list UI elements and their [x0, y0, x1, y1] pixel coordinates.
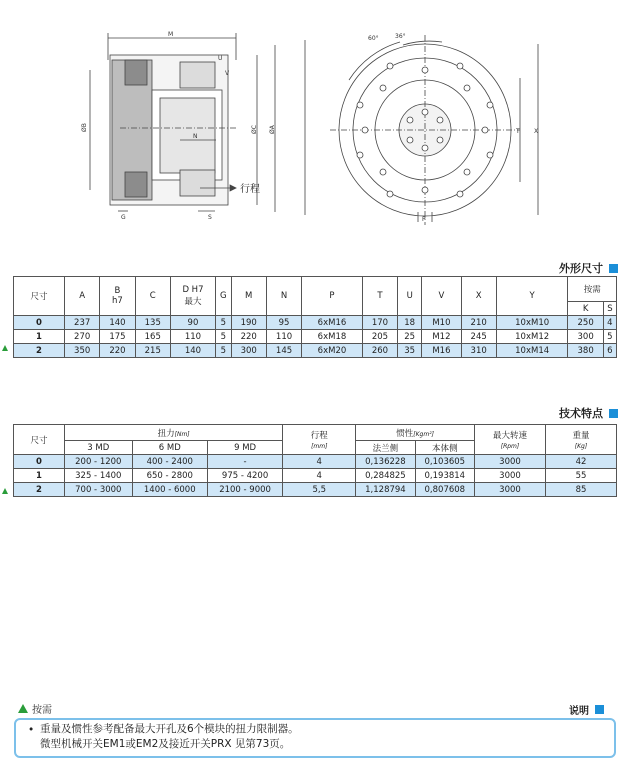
dim-label-m: M — [168, 31, 174, 38]
col-p: P — [302, 277, 363, 316]
col-speed: 最大转速 [Rpm] — [475, 425, 546, 455]
col-3md: 3 MD — [65, 441, 133, 455]
dim-label-u: U — [218, 55, 223, 62]
optional-triangle-icon — [2, 345, 8, 351]
dim-label-b: ØB — [81, 123, 88, 132]
triangle-icon — [18, 704, 28, 713]
accent-square-icon — [609, 409, 618, 418]
note-line-2: 微型机械开关EM1或EM2及接近开关PRX 见第73页。 — [40, 738, 291, 750]
col-s: S — [603, 302, 616, 316]
angle-60-label: 60° — [368, 35, 379, 42]
col-weight: 重量 [Kg] — [546, 425, 617, 455]
table-row: 1 325 - 1400 650 - 2800 975 - 4200 4 0,284825 0,193814 3000 55 — [14, 469, 617, 483]
col-6md: 6 MD — [132, 441, 207, 455]
dim-label-n: N — [193, 133, 198, 140]
accent-square-icon — [609, 264, 618, 273]
col-v: V — [422, 277, 461, 316]
dim-label-v: V — [225, 70, 230, 77]
dim-label-a: ØA — [269, 125, 276, 134]
tech-table — [13, 424, 617, 497]
side-section-view — [90, 33, 305, 215]
table-row: 2 700 - 3000 1400 - 6000 2100 - 9000 5,5 1,128794 0,807608 3000 85 — [14, 483, 617, 497]
col-torque: 扭力[Nm] — [65, 425, 283, 441]
dim-label-t: T — [516, 128, 520, 135]
col-u: U — [398, 277, 422, 316]
col-body: 本体侧 — [415, 441, 474, 455]
note-line-1: 重量及惯性参考配备最大开孔及6个模块的扭力限制器。 — [40, 723, 299, 735]
col-m: M — [231, 277, 266, 316]
dimensions-table — [13, 276, 617, 358]
col-t: T — [362, 277, 397, 316]
table-row: 0 237 140 135 90 5 190 95 6xM16 170 18 M10 210 10xM10 250 4 — [14, 316, 617, 330]
technical-drawing — [0, 0, 630, 240]
col-optional: 按需 — [568, 277, 617, 302]
table-row: 0 200 - 1200 400 - 2400 - 4 0,136228 0,103605 3000 42 — [14, 455, 617, 469]
col-inertia: 惯性[Kgm²] — [356, 425, 475, 441]
notes-box — [14, 718, 616, 758]
col-d: D H7 最大 — [170, 277, 215, 316]
col-size: 尺寸 — [14, 277, 65, 316]
front-view — [330, 35, 538, 225]
angle-36-label: 36° — [395, 33, 406, 40]
col-b: B h7 — [100, 277, 135, 316]
col-k: K — [568, 302, 603, 316]
bullet-icon: • — [28, 724, 35, 736]
col-size: 尺寸 — [14, 425, 65, 455]
tech-section-title: 技术特点 — [559, 405, 618, 421]
col-n: N — [266, 277, 301, 316]
dims-section-title: 外形尺寸 — [559, 260, 618, 276]
col-y: Y — [496, 277, 568, 316]
col-flange: 法兰侧 — [356, 441, 415, 455]
notes-title: 说明 — [569, 702, 604, 717]
dim-label-g: G — [121, 214, 126, 221]
table-row: 1 270 175 165 110 5 220 110 6xM18 205 25 M12 245 10xM12 300 5 — [14, 330, 617, 344]
col-a: A — [65, 277, 100, 316]
dim-label-p: P — [422, 216, 426, 223]
dim-label-c: ØC — [251, 125, 258, 134]
col-g: G — [216, 277, 232, 316]
accent-square-icon — [595, 705, 604, 714]
dim-label-x: X — [534, 128, 539, 135]
col-x: X — [461, 277, 496, 316]
dim-label-s: S — [208, 214, 212, 221]
col-stroke: 行程 [mm] — [283, 425, 356, 455]
optional-triangle-icon — [2, 488, 8, 494]
legend-optional: 按需 — [18, 701, 52, 716]
col-9md: 9 MD — [207, 441, 282, 455]
stroke-label: 行程 — [240, 184, 260, 195]
table-row: 2 350 220 215 140 5 300 145 6xM20 260 35 M16 310 10xM14 380 6 — [14, 344, 617, 358]
col-c: C — [135, 277, 170, 316]
